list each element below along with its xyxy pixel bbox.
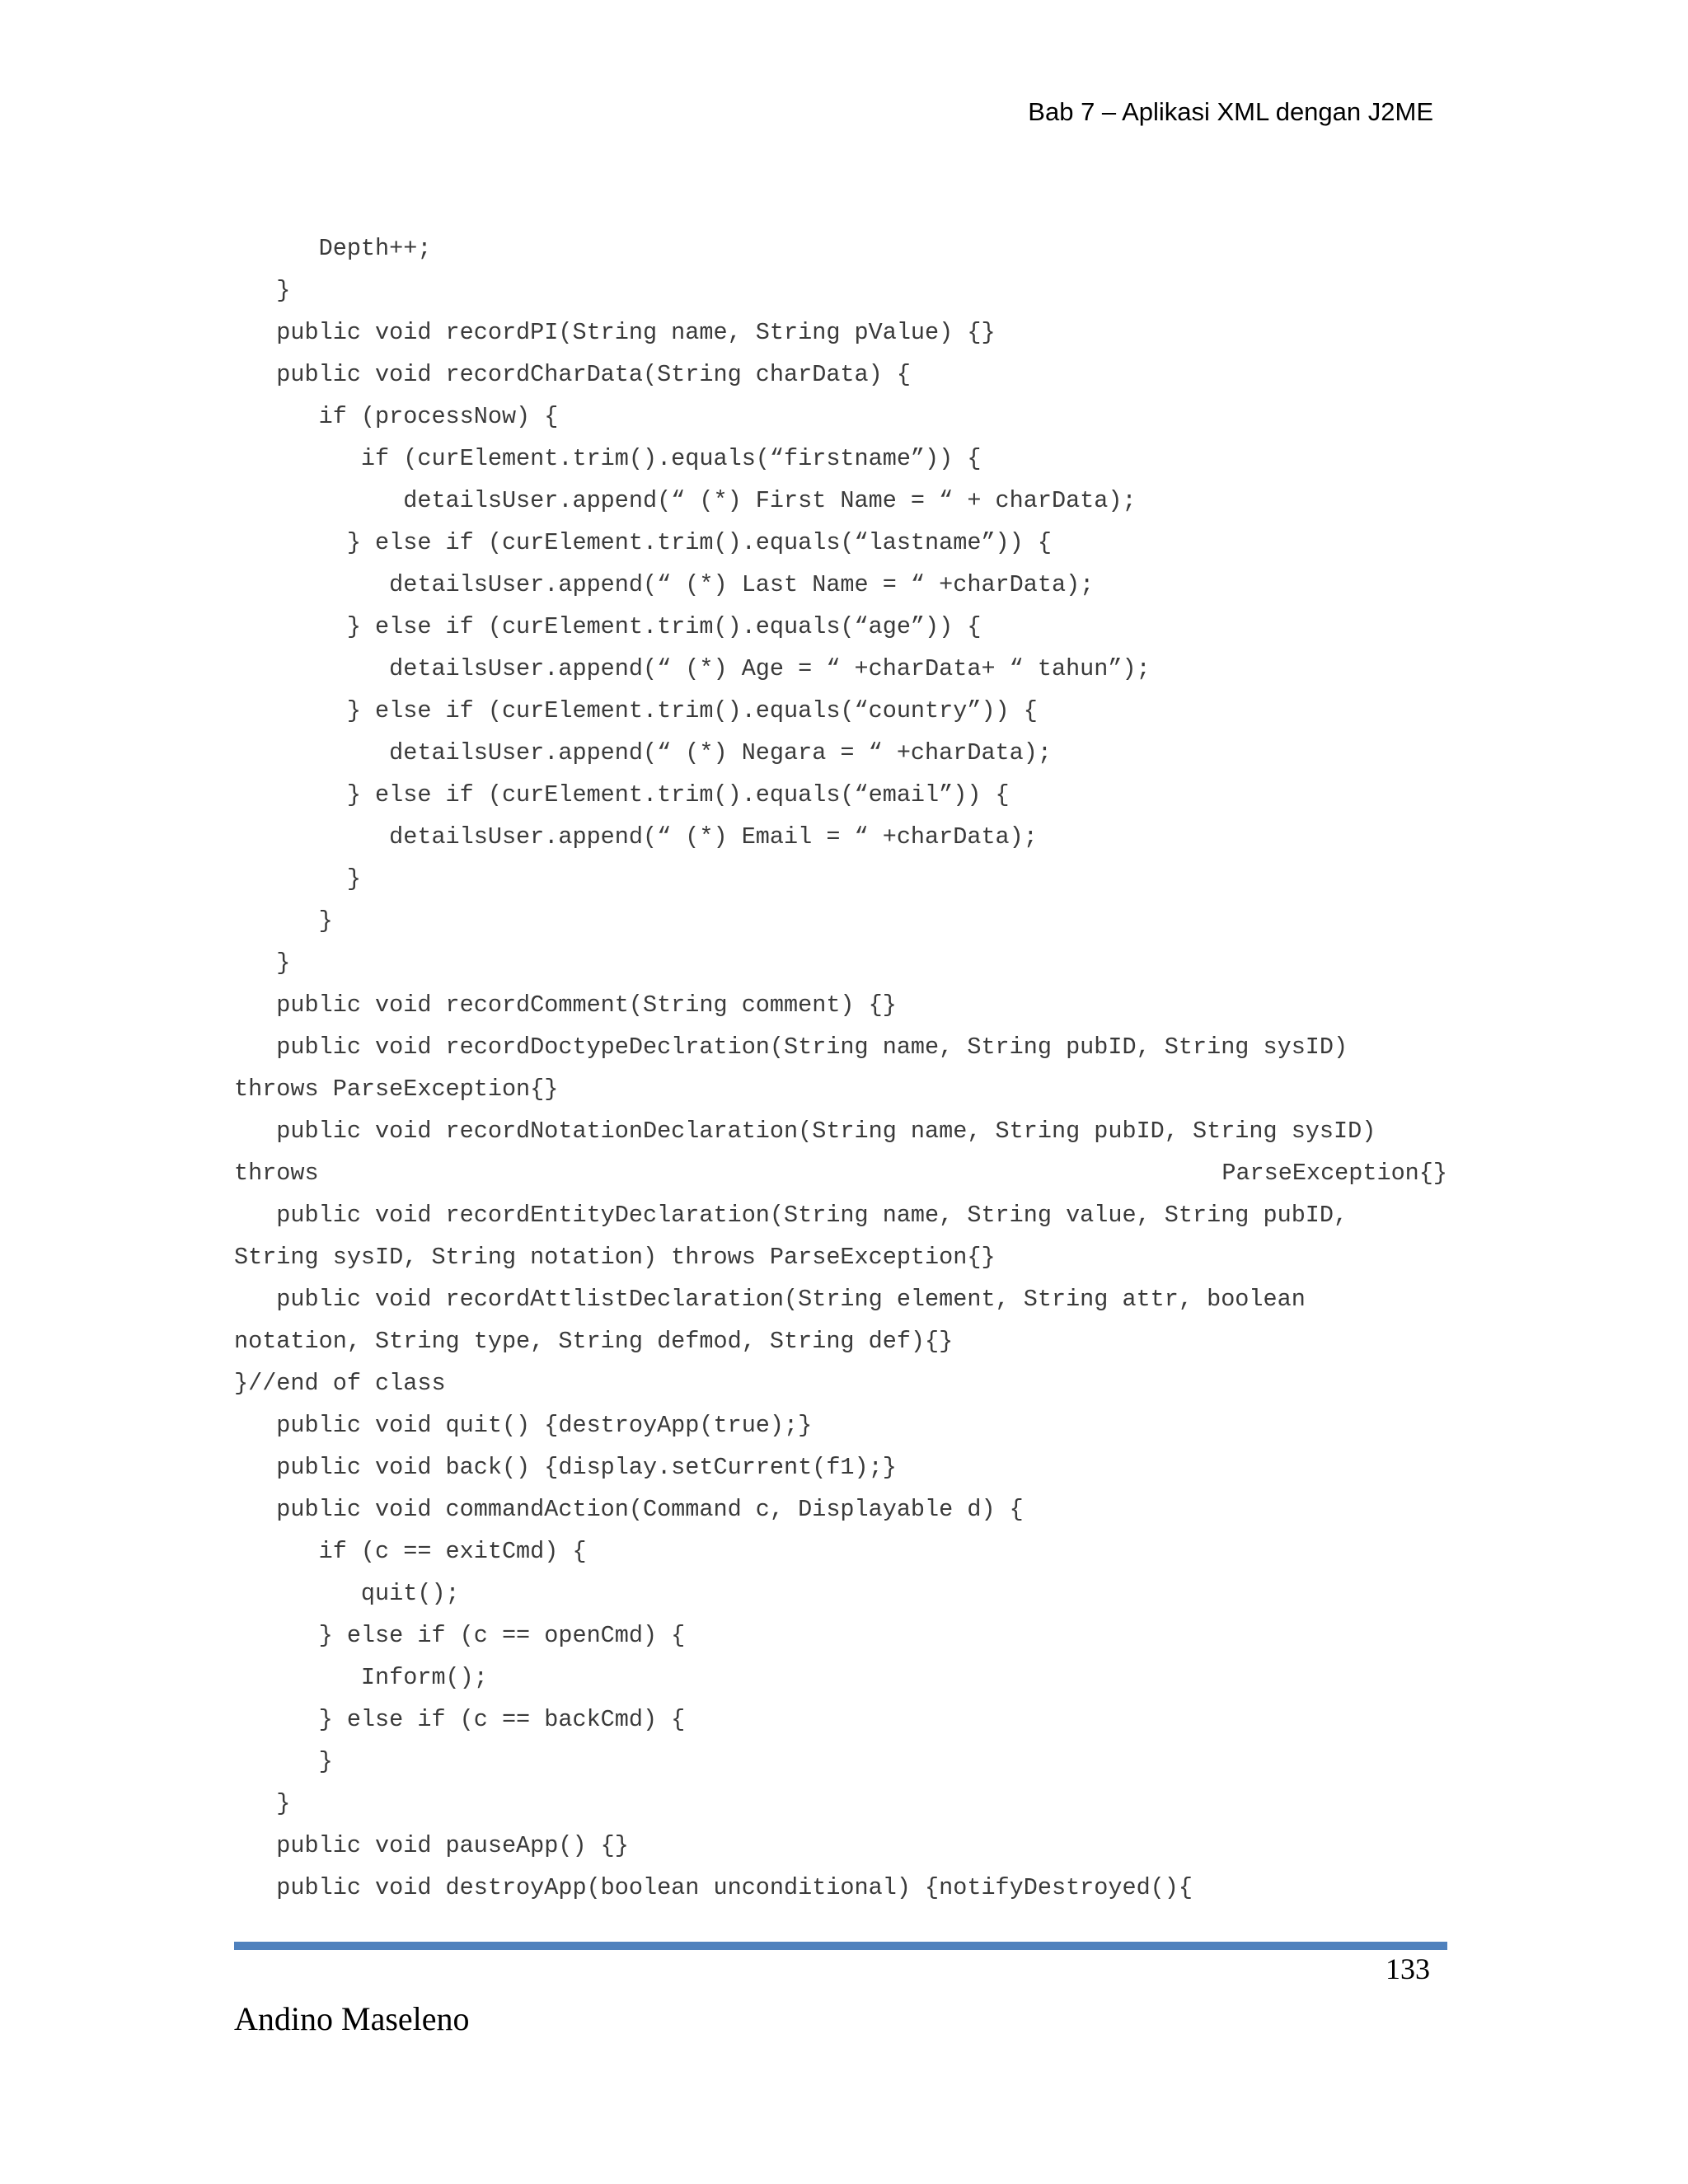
code-line: } xyxy=(234,949,291,977)
code-line: } else if (curElement.trim().equals(“email”)) { xyxy=(234,781,1010,808)
code-line: }//end of class xyxy=(234,1370,446,1397)
author-name: Andino Maseleno xyxy=(234,2000,470,2037)
code-line: quit(); xyxy=(234,1580,460,1607)
code-line: public void recordAttlistDeclaration(String element, String attr, boolean xyxy=(234,1286,1306,1313)
code-fragment: throws xyxy=(234,1160,319,1187)
code-line: } xyxy=(234,907,333,935)
code-line: public void recordComment(String comment) {} xyxy=(234,991,897,1019)
code-line: detailsUser.append(“ (*) First Name = “ + charData); xyxy=(234,487,1137,514)
code-line: public void commandAction(Command c, Displayable d) { xyxy=(234,1496,1024,1523)
code-line: public void recordEntityDeclaration(String name, String value, String pubID, xyxy=(234,1202,1348,1229)
code-line: Inform(); xyxy=(234,1664,488,1691)
code-line: } else if (curElement.trim().equals(“lastname”)) { xyxy=(234,529,1052,556)
code-line: detailsUser.append(“ (*) Email = “ +charData); xyxy=(234,823,1038,851)
code-line: } xyxy=(234,277,291,304)
code-line: Depth++; xyxy=(234,235,432,262)
code-line: if (c == exitCmd) { xyxy=(234,1538,587,1565)
code-line: } xyxy=(234,865,361,893)
code-line: public void quit() {destroyApp(true);} xyxy=(234,1412,813,1439)
running-header: Bab 7 – Aplikasi XML dengan J2ME xyxy=(1028,97,1433,126)
code-line: detailsUser.append(“ (*) Last Name = “ +charData); xyxy=(234,571,1095,598)
code-line: throws ParseException{} xyxy=(234,1076,559,1103)
code-line: detailsUser.append(“ (*) Negara = “ +charData); xyxy=(234,739,1052,766)
code-line: public void recordDoctypeDeclration(String name, String pubID, String sysID) xyxy=(234,1033,1348,1061)
code-line: } else if (curElement.trim().equals(“country”)) { xyxy=(234,697,1038,724)
code-line-split xyxy=(234,1152,1447,1194)
page-number: 133 xyxy=(1386,1952,1430,1985)
code-listing xyxy=(234,227,1447,1909)
code-line: public void destroyApp(boolean unconditional) {notifyDestroyed(){ xyxy=(234,1874,1193,1901)
code-line: } else if (c == backCmd) { xyxy=(234,1706,686,1733)
code-line: } else if (curElement.trim().equals(“age”)) { xyxy=(234,613,982,640)
code-line: public void pauseApp() {} xyxy=(234,1832,629,1859)
code-line: detailsUser.append(“ (*) Age = “ +charData+ “ tahun”); xyxy=(234,655,1151,682)
code-line: public void recordNotationDeclaration(String name, String pubID, String sysID) xyxy=(234,1118,1376,1145)
code-line: public void recordPI(String name, String pValue) {} xyxy=(234,319,996,346)
code-line: } else if (c == openCmd) { xyxy=(234,1622,686,1649)
code-line: } xyxy=(234,1748,333,1775)
code-line: if (curElement.trim().equals(“firstname”)) { xyxy=(234,445,982,472)
code-line: notation, String type, String defmod, String def){} xyxy=(234,1328,954,1355)
code-line: public void back() {display.setCurrent(f1);} xyxy=(234,1454,897,1481)
code-line: if (processNow) { xyxy=(234,403,559,430)
code-line: } xyxy=(234,1790,291,1817)
footer-divider xyxy=(234,1942,1447,1950)
code-fragment: ParseException{} xyxy=(1221,1160,1447,1187)
code-line: String sysID, String notation) throws ParseException{} xyxy=(234,1244,996,1271)
code-line: public void recordCharData(String charData) { xyxy=(234,361,911,388)
